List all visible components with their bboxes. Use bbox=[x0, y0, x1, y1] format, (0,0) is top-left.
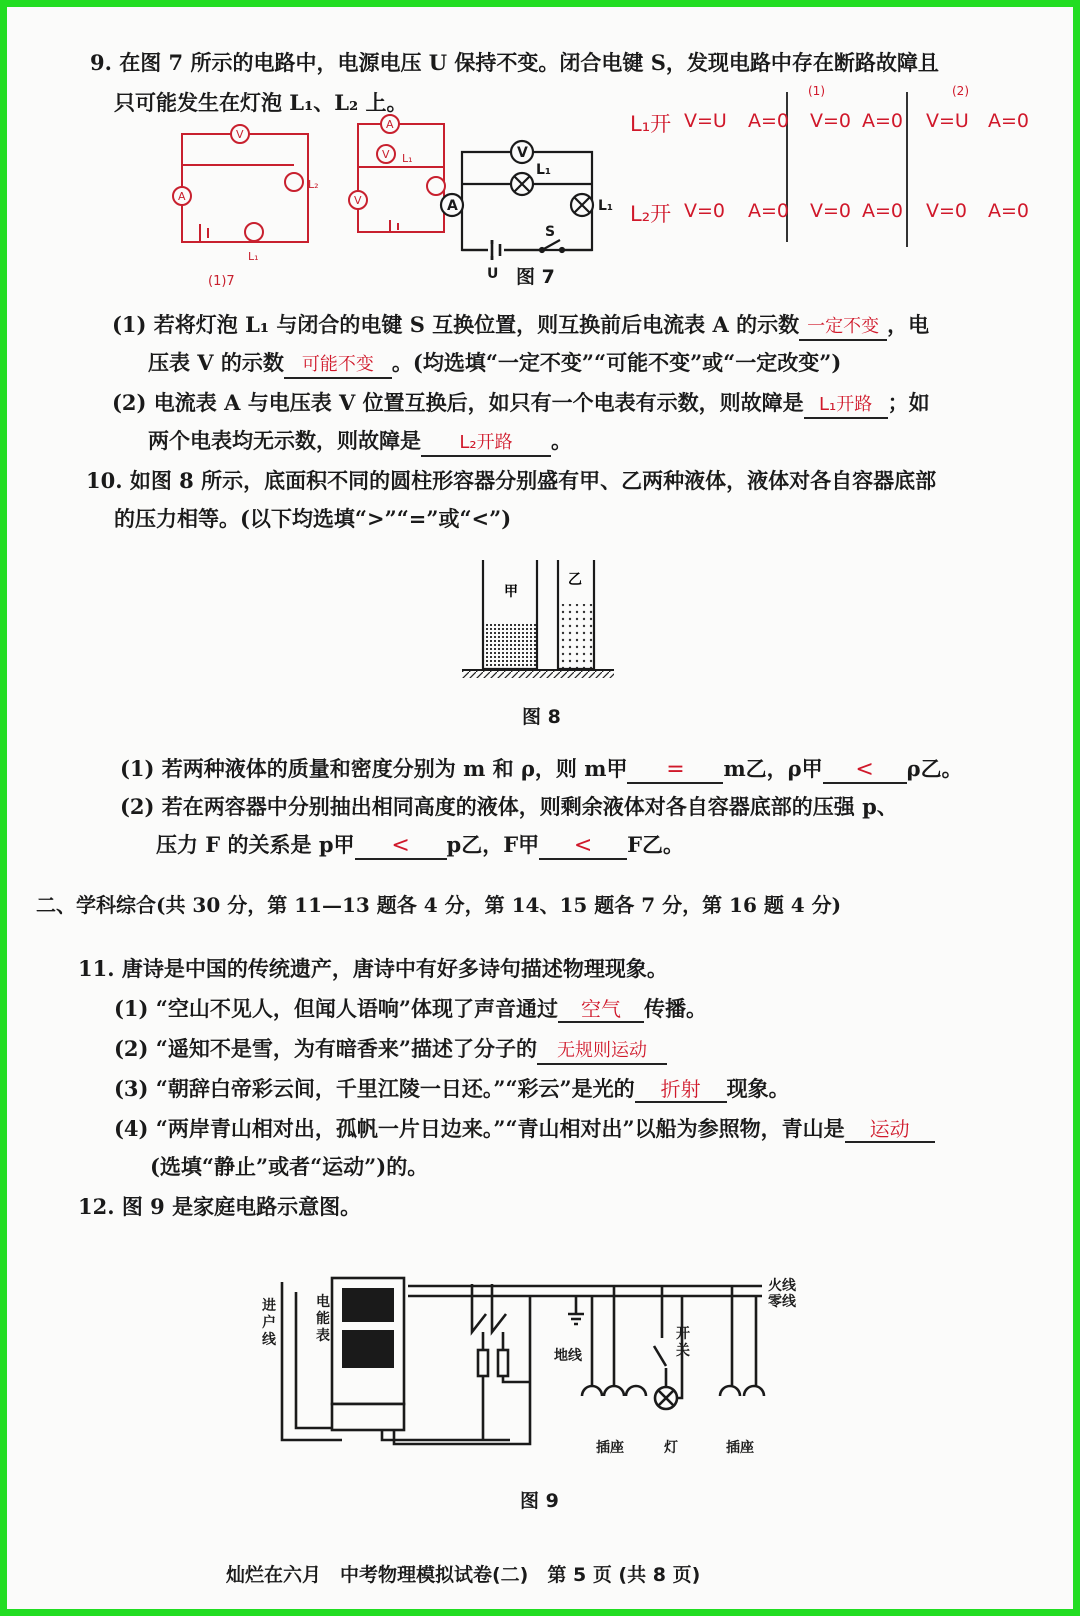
q9-part1-line2 bbox=[148, 348, 841, 379]
q12-stem: 12. 图 9 是家庭电路示意图。 bbox=[78, 1194, 362, 1219]
q9-part2-text-b: ；如 bbox=[887, 390, 930, 415]
note-r2-v2: V=0 bbox=[810, 200, 852, 222]
q9-part2-answer-2[interactable]: L₂开路 bbox=[421, 431, 551, 457]
q11-part2 bbox=[114, 1034, 667, 1065]
sketch1-v: V bbox=[236, 128, 244, 141]
note-row1-label: L₁开 bbox=[630, 112, 672, 136]
q11-part4-line2: (选填“静止”或者“运动”)的。 bbox=[150, 1154, 429, 1179]
fig9-switch-label: 开关 bbox=[676, 1326, 690, 1359]
q10-part2-text-b: 压力 F 的关系是 p甲 bbox=[156, 832, 355, 857]
handwritten-circuit-sketch-1 bbox=[168, 120, 328, 290]
fig7-a-label: A bbox=[447, 198, 458, 214]
q9-stem-line1: 9. 在图 7 所示的电路中，电源电压 U 保持不变。闭合电键 S，发现电路中存在断路故障且 bbox=[90, 50, 939, 75]
q11-p4-text-a: (4) “两岸青山相对出，孤帆一片日边来。”“青山相对出”以船为参照物，青山是 bbox=[114, 1116, 845, 1141]
note-r2-v3: V=0 bbox=[926, 200, 968, 222]
q11-part1 bbox=[114, 994, 707, 1024]
q10-part2-text-d: F乙。 bbox=[627, 832, 685, 857]
q10-part2-line2 bbox=[156, 830, 684, 860]
q11-part3 bbox=[114, 1074, 790, 1104]
fig7-l1-label: L₁ bbox=[536, 162, 552, 178]
note-r2-a1: A=0 bbox=[748, 200, 790, 222]
sketch2-l: L₁ bbox=[402, 152, 413, 165]
figure-7-circuit bbox=[442, 140, 612, 280]
q11-stem: 11. 唐诗是中国的传统遗产，唐诗中有好多诗句描述物理现象。 bbox=[78, 956, 668, 981]
q9-part2-answer-1[interactable]: L₁开路 bbox=[804, 393, 888, 419]
q9-part2-text-a: (2) 电流表 A 与电压表 V 位置互换后，如只有一个电表有示数，则故障是 bbox=[112, 390, 804, 415]
q11-p1-text-b: 传播。 bbox=[643, 996, 707, 1021]
fig9-live-label: 火线 bbox=[768, 1278, 796, 1294]
section-2-title: 二、学科综合(共 30 分，第 11—13 题各 4 分，第 14、15 题各 7 分，第 16 题 4 分) bbox=[36, 893, 842, 917]
fig7-l1b-label: L₁ bbox=[598, 198, 614, 214]
q9-stem-line2: 只可能发生在灯泡 L₁、L₂ 上。 bbox=[114, 90, 408, 115]
q10-part1-line bbox=[120, 754, 963, 784]
figure-7-caption: 图 7 bbox=[516, 266, 555, 288]
q11-p2-answer[interactable]: 无规则运动 bbox=[537, 1039, 667, 1065]
note-r2-a3: A=0 bbox=[988, 200, 1030, 222]
q11-part4 bbox=[114, 1114, 935, 1144]
q10-part1-text-c: ρ乙。 bbox=[906, 756, 963, 781]
sketch1-l2: L₂ bbox=[308, 178, 319, 191]
page-footer: 灿烂在六月 中考物理模拟试卷(二) 第 5 页 (共 8 页) bbox=[226, 1564, 701, 1586]
fig9-ground-label: 地线 bbox=[554, 1348, 582, 1364]
figure-8-containers bbox=[462, 560, 622, 682]
note-divider-2 bbox=[906, 92, 908, 247]
figure-9-caption: 图 9 bbox=[520, 1490, 559, 1512]
q10-part1-answer-2[interactable]: < bbox=[823, 758, 907, 784]
q11-p3-answer[interactable]: 折射 bbox=[635, 1077, 727, 1103]
note-r2-v1: V=0 bbox=[684, 200, 726, 222]
q10-stem-line1: 10. 如图 8 所示，底面积不同的圆柱形容器分别盛有甲、乙两种液体，液体对各自容器底部 bbox=[86, 468, 937, 493]
q9-part1-text-c: 压表 V 的示数 bbox=[148, 350, 284, 375]
fig9-socket2-label: 插座 bbox=[726, 1440, 754, 1456]
q9-part2-text-d: 。 bbox=[551, 428, 572, 453]
sketch1-label: (1)7 bbox=[208, 274, 235, 289]
q9-part1-answer-2[interactable]: 可能不变 bbox=[284, 353, 392, 379]
q9-part1-line1 bbox=[112, 310, 929, 341]
sketch2-v2: V bbox=[354, 194, 362, 207]
fig9-socket1-label: 插座 bbox=[596, 1440, 624, 1456]
container-a-label: 甲 bbox=[504, 584, 518, 600]
container-b-label: 乙 bbox=[568, 572, 582, 588]
fig9-incoming-label: 进户线 bbox=[262, 1298, 276, 1348]
q10-part1-text-b: m乙，ρ甲 bbox=[723, 756, 823, 781]
sketch2-a: A bbox=[386, 118, 394, 131]
fig7-s-label: S bbox=[545, 224, 556, 240]
note-r2-a2: A=0 bbox=[862, 200, 904, 222]
q11-p1-text-a: (1) “空山不见人，但闻人语响”体现了声音通过 bbox=[114, 996, 558, 1021]
q11-p1-answer[interactable]: 空气 bbox=[558, 997, 644, 1023]
note-col2-header: (2) bbox=[952, 84, 969, 98]
note-col1-header: (1) bbox=[808, 84, 825, 98]
sketch1-a: A bbox=[178, 190, 186, 203]
note-r1-a3: A=0 bbox=[988, 110, 1030, 132]
q9-part1-answer-1[interactable]: 一定不变 bbox=[799, 315, 887, 341]
q10-part2-answer-1[interactable]: < bbox=[355, 834, 447, 860]
fig9-lamp-label: 灯 bbox=[664, 1440, 678, 1456]
q9-part1-text-d: 。(均选填“一定不变”“可能不变”或“一定改变”) bbox=[391, 350, 842, 375]
q11-p4-answer[interactable]: 运动 bbox=[845, 1117, 935, 1143]
sketch1-l1: L₁ bbox=[248, 250, 259, 263]
q9-part2-text-c: 两个电表均无示数，则故障是 bbox=[148, 428, 421, 453]
q11-p3-text-b: 现象。 bbox=[726, 1076, 790, 1101]
q10-part2-line1: (2) 若在两容器中分别抽出相同高度的液体，则剩余液体对各自容器底部的压强 p、 bbox=[120, 794, 898, 819]
q9-part2-line2 bbox=[148, 426, 572, 457]
note-r1-v2: V=0 bbox=[810, 110, 852, 132]
fig9-neutral-label: 零线 bbox=[768, 1294, 796, 1310]
note-r1-a1: A=0 bbox=[748, 110, 790, 132]
q10-part1-answer-1[interactable]: = bbox=[627, 758, 723, 784]
q9-part1-text-b: ，电 bbox=[887, 312, 930, 337]
q10-part2-text-c: p乙，F甲 bbox=[446, 832, 540, 857]
note-r1-a2: A=0 bbox=[862, 110, 904, 132]
q9-part1-text-a: (1) 若将灯泡 L₁ 与闭合的电键 S 互换位置，则互换前后电流表 A 的示数 bbox=[112, 312, 800, 337]
note-r1-v3: V=U bbox=[926, 110, 969, 132]
fig7-u-label: U bbox=[487, 266, 499, 282]
handwritten-circuit-sketch-2 bbox=[352, 112, 452, 242]
figure-8-caption: 图 8 bbox=[522, 706, 561, 728]
q10-stem-line2: 的压力相等。(以下均选填“>”“=”或“<”) bbox=[114, 506, 512, 531]
fig9-meter-label: 电能表 bbox=[316, 1294, 330, 1344]
figure-9-household-circuit bbox=[262, 1262, 822, 1462]
q11-p3-text-a: (3) “朝辞白帝彩云间，千里江陵一日还。”“彩云”是光的 bbox=[114, 1076, 635, 1101]
q10-part1-text-a: (1) 若两种液体的质量和密度分别为 m 和 ρ，则 m甲 bbox=[120, 756, 628, 781]
note-r1-v1: V=U bbox=[684, 110, 727, 132]
q11-p2-text-a: (2) “遥知不是雪，为有暗香来”描述了分子的 bbox=[114, 1036, 537, 1061]
note-row2-label: L₂开 bbox=[630, 202, 672, 226]
fig7-v-label: V bbox=[517, 145, 528, 161]
q10-part2-answer-2[interactable]: < bbox=[539, 834, 627, 860]
sketch2-v: V bbox=[382, 148, 390, 161]
q9-part2-line1 bbox=[112, 388, 930, 419]
